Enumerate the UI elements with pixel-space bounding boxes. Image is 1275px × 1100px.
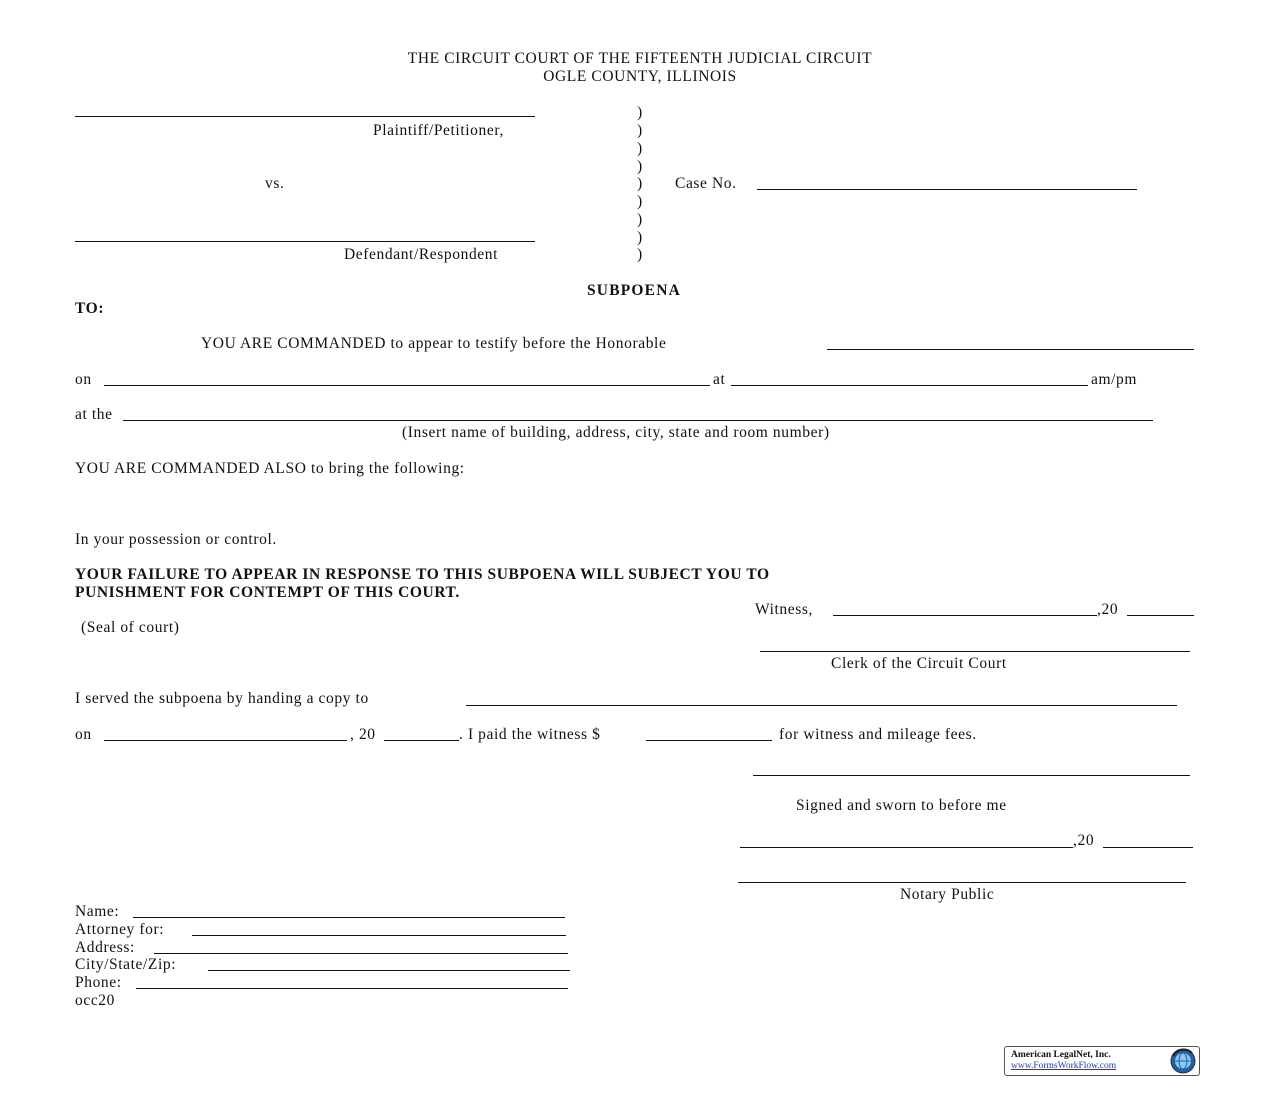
notary-label: Notary Public	[900, 886, 995, 903]
attorney-address-row	[75, 939, 135, 957]
fees-text: for witness and mileage fees.	[779, 726, 977, 743]
attorney-address-field[interactable]	[154, 953, 568, 954]
attorney-for-row	[75, 921, 164, 939]
commanded-also-text: YOU ARE COMMANDED ALSO to bring the following:	[75, 460, 465, 477]
clerk-signature-line[interactable]	[760, 651, 1190, 652]
ampm-label: am/pm	[1091, 371, 1138, 388]
attorney-city-row	[75, 956, 176, 974]
commanded-text: YOU ARE COMMANDED to appear to testify before the Honorable	[201, 335, 667, 352]
caption-paren: )	[637, 158, 643, 175]
plaintiff-name-field[interactable]	[75, 116, 535, 117]
location-field[interactable]	[123, 420, 1153, 421]
signed-sworn-label: Signed and sworn to before me	[796, 797, 1007, 814]
caption-paren: )	[637, 175, 643, 192]
caption-paren: )	[637, 246, 643, 263]
attorney-city-field[interactable]	[208, 970, 570, 971]
publisher-link[interactable]: www.FormsWorkFlow.com	[1011, 1061, 1117, 1071]
attorney-address-label: Address:	[75, 939, 135, 956]
fee-amount-field[interactable]	[646, 740, 772, 741]
attorney-for-label: Attorney for:	[75, 921, 165, 938]
attorney-name-row	[75, 903, 119, 921]
possession-text: In your possession or control.	[75, 531, 277, 548]
failure-warning: YOUR FAILURE TO APPEAR IN RESPONSE TO THIS SUBPOENA WILL SUBJECT YOU TO	[75, 566, 770, 583]
served-person-field[interactable]	[466, 705, 1177, 706]
witness-year-field[interactable]	[1127, 615, 1194, 616]
location-hint: (Insert name of building, address, city, state and room number)	[402, 424, 830, 441]
paid-text: . I paid the witness $	[459, 726, 601, 743]
attorney-name-field[interactable]	[133, 917, 565, 918]
date-field[interactable]	[104, 385, 710, 386]
served-year-field[interactable]	[384, 740, 459, 741]
attorney-for-field[interactable]	[192, 935, 566, 936]
plaintiff-label: Plaintiff/Petitioner,	[373, 122, 504, 139]
seal-label: (Seal of court)	[81, 619, 180, 636]
form-code: occ20	[75, 992, 116, 1009]
publisher-badge[interactable]	[1004, 1046, 1200, 1076]
globe-icon	[1170, 1048, 1196, 1074]
attorney-phone-row	[75, 974, 122, 992]
subpoena-title: SUBPOENA	[586, 282, 681, 299]
attorney-name-label: Name:	[75, 903, 120, 920]
witness-year-prefix: ,20	[1097, 601, 1119, 618]
to-label: TO:	[75, 300, 105, 317]
caption-paren: )	[637, 104, 643, 121]
defendant-label: Defendant/Respondent	[344, 246, 499, 263]
caption-paren: )	[637, 211, 643, 228]
publisher-name: American LegalNet, Inc.	[1011, 1050, 1111, 1060]
caption-paren: )	[637, 122, 643, 139]
at-the-label: at the	[75, 406, 113, 423]
witness-label: Witness,	[755, 601, 813, 618]
notary-date-field[interactable]	[740, 847, 1073, 848]
case-no-field[interactable]	[757, 189, 1137, 190]
defendant-name-field[interactable]	[75, 241, 535, 242]
case-no-label: Case No.	[675, 175, 737, 192]
notary-year-prefix: ,20	[1073, 832, 1095, 849]
on-label: on	[75, 371, 92, 388]
notary-signature-line[interactable]	[738, 882, 1186, 883]
served-date-field[interactable]	[104, 740, 347, 741]
server-signature-line[interactable]	[753, 775, 1190, 776]
at-label: at	[713, 371, 726, 388]
served-year-prefix: , 20	[350, 726, 376, 743]
court-title: THE CIRCUIT COURT OF THE FIFTEENTH JUDICIAL CIRCUIT	[407, 50, 873, 67]
attorney-phone-field[interactable]	[136, 988, 568, 989]
caption-paren: )	[637, 193, 643, 210]
served-on-label: on	[75, 726, 92, 743]
time-field[interactable]	[731, 385, 1088, 386]
notary-year-field[interactable]	[1103, 847, 1193, 848]
served-text: I served the subpoena by handing a copy to	[75, 690, 369, 707]
failure-warning: PUNISHMENT FOR CONTEMPT OF THIS COURT.	[75, 584, 460, 601]
vs-label: vs.	[265, 175, 285, 192]
county-title: OGLE COUNTY, ILLINOIS	[543, 68, 737, 85]
attorney-city-label: City/State/Zip:	[75, 956, 177, 973]
honorable-field[interactable]	[827, 349, 1194, 350]
attorney-phone-label: Phone:	[75, 974, 122, 991]
caption-paren: )	[637, 140, 643, 157]
caption-paren: )	[637, 229, 643, 246]
witness-date-field[interactable]	[833, 615, 1097, 616]
clerk-label: Clerk of the Circuit Court	[831, 655, 1007, 672]
